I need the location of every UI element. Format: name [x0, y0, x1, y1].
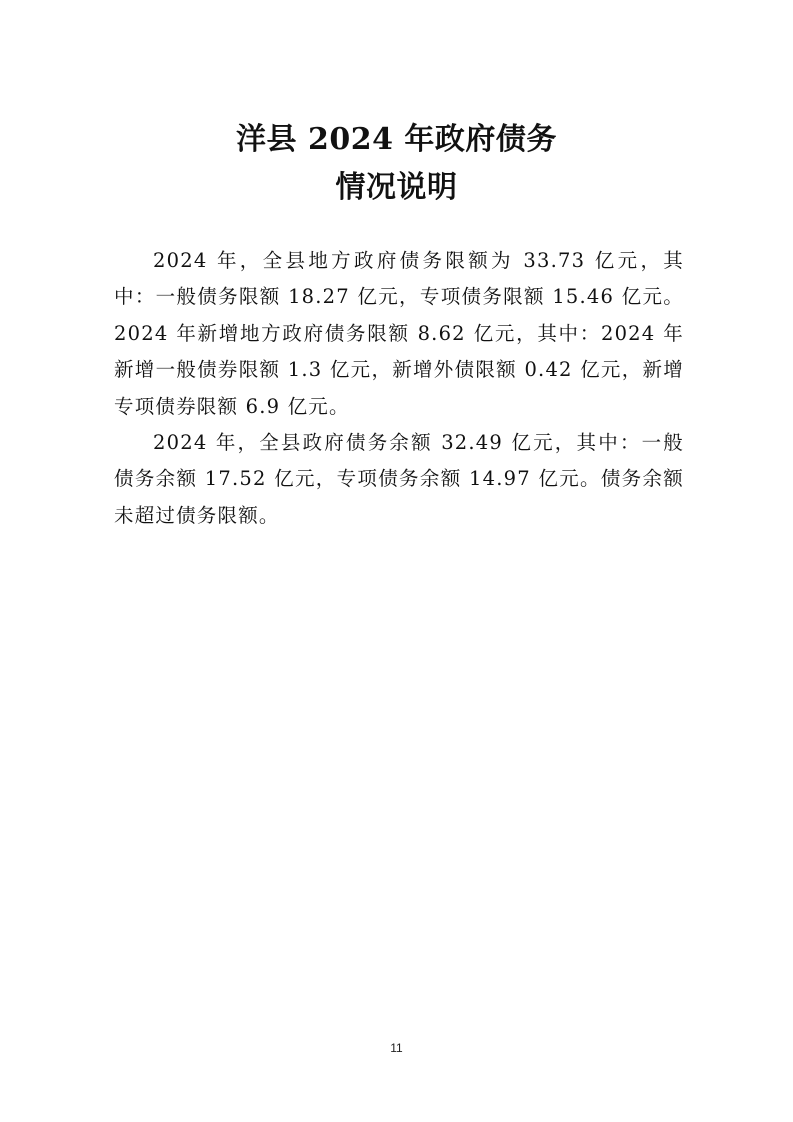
paragraph-debt-balance: 2024 年，全县政府债务余额 32.49 亿元，其中：一般债务余额 17.52 亿元，专项债务余额 14.97 亿元。债务余额未超过债务限额。: [114, 431, 684, 527]
document-body: [114, 243, 684, 534]
document-title-line-1: 洋县 2024 年政府债务: [236, 122, 557, 157]
page-number: 11: [390, 1041, 403, 1055]
document-title-line-2: 情况说明: [335, 170, 458, 205]
paragraph-debt-limit: 2024 年，全县地方政府债务限额为 33.73 亿元，其中：一般债务限额 18.27 亿元，专项债务限额 15.46 亿元。2024 年新增地方政府债务限额 8.62 亿元，其中：2024 年新增一般债券限额 1.3 亿元，新增外债限额 0.42 亿元，新增专项债券限额 6.9 亿元。: [114, 249, 684, 418]
